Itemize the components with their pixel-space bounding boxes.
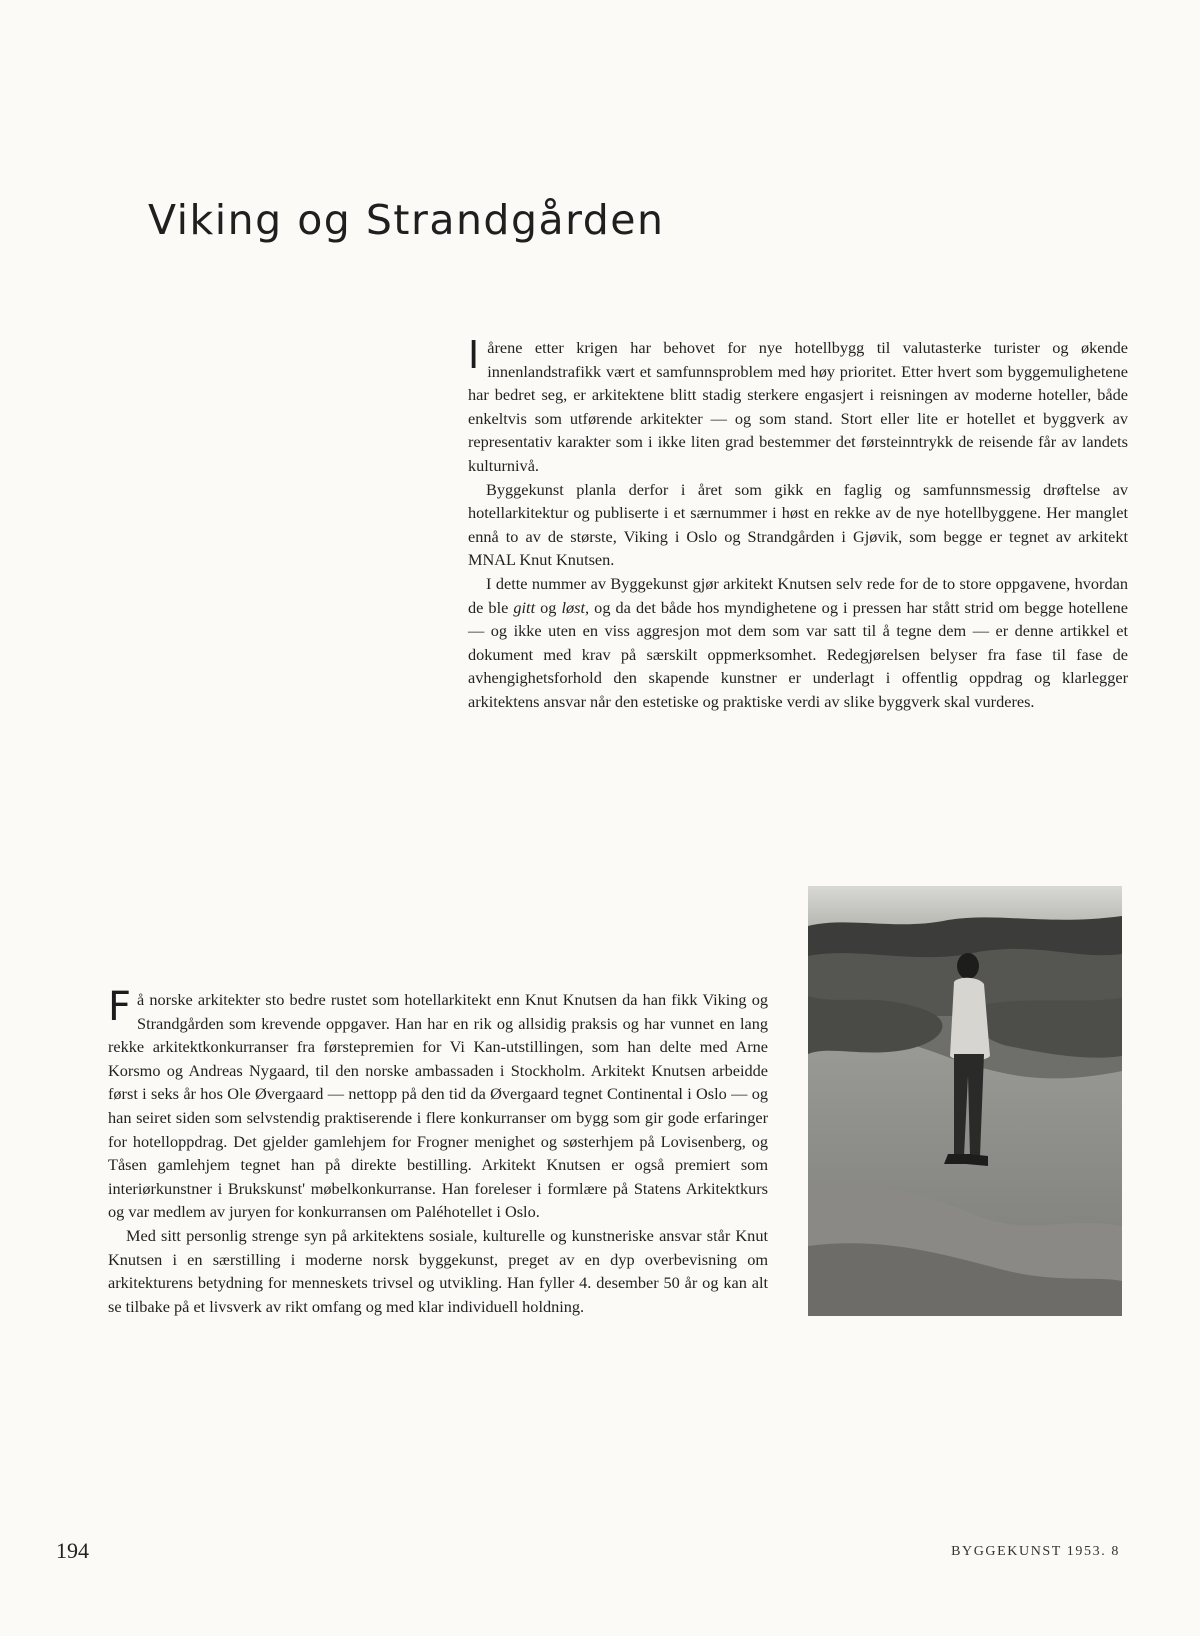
intro-text <box>468 333 1129 714</box>
bio-paragraph-2: Med sitt personlig strenge syn på arkitektens sosiale, kulturelle og kunstneriske ansvar står Knut Knutsen i en særstilling i moderne norsk byggekunst, preget av en dyp overbevisning om arkitekturens betydning for menneskets trivsel og utvikling. Han fyller 4. desember 50 år og kan alt se tilbake på et livsverk av rikt omfang og med klar individuell holdning. <box>108 1225 768 1316</box>
portrait-photo-image <box>808 886 1122 1316</box>
intro-dropcap: I <box>468 333 480 377</box>
portrait-photo <box>808 886 1122 1316</box>
bio-dropcap: F <box>108 984 132 1030</box>
bio-paragraph-1-text: å norske arkitekter sto bedre rustet som hotellarkitekt enn Knut Knutsen da han fikk Viking og Strandgården som krevende oppgaver. Han har en rik og allsidig praksis og har vunnet en lang rekke arkitektkonkurranser fra førstepremien for Vi Kan-utstillingen, som han delte med Arne Korsmo og Andreas Nygaard, til den norske ambassaden i Stockholm. Arkitekt Knutsen arbeidde først i seks år hos Ole Øvergaard — nettopp på den tid da Øvergaard tegnet Continental i Oslo — og han seiret siden som selvstendig praktiserende i flere konkurranser om bygg som gir gode erfaringer for hotelloppdrag. Det gjelder gamlehjem for Frogner menighet og søsterhjem på Lovisenberg, og Tåsen gamlehjem tegnet han på direkte bestilling. Arkitekt Knutsen er også premiert som interiørkunstner i Brukskunst' møbelkonkurranse. Han foreleser i formlære på Statens Arkitektkurs og var medlem av juryen for konkurransen om Paléhotellet i Oslo. <box>108 990 768 1222</box>
intro-paragraph-2: Byggekunst planla derfor i året som gikk en faglig og samfunnsmessig drøftelse av hotellarkitektur og publiserte i et særnummer i høst en rekke av de nye hotellbyggene. Her manglet ennå to av de største, Viking i Oslo og Strandgården i Gjøvik, som begge er tegnet av arkitekt MNAL Knut Knutsen. <box>468 479 1128 570</box>
intro-p3-lost: løst, <box>561 597 590 617</box>
page-number: 194 <box>56 1538 89 1563</box>
intro-paragraph-3 <box>468 572 1128 714</box>
intro-paragraph-1 <box>468 333 1128 478</box>
biography-text <box>108 984 768 1318</box>
running-footer: BYGGEKUNST 1953. 8 <box>951 1544 1120 1559</box>
intro-paragraph-1-text: årene etter krigen har behovet for nye hotellbygg til valutasterke turister og økende innenlandstrafikk vært et samfunnsproblem med høy prioritet. Etter hvert som byggemulighetene har bedret seg, er arkitektene blitt stadig sterkere engasjert i reisningen av moderne hoteller, både enkeltvis som utførende arkitekter — og som stand. Stort eller lite er hotellet et byggverk av representativ karakter som i ikke liten grad bestemmer det førsteinntrykk de reisende får av landets kulturnivå. <box>468 338 1128 475</box>
intro-p3-part-b: og da det både hos myndighetene og i pressen har stått strid om begge hotellene — og ikke uten en viss aggresjon mot dem som var satt til å tegne dem — er denne artikkel et dokument med krav på særskilt oppmerksomhet. Redegjørelsen belyser fra fase til fase de avhengighetsforhold den skapende kunstner er underlagt i offentlig oppdrag og klarlegger arkitektens ansvar når den estetiske og praktiske verdi av slike byggverk skal vurderes. <box>468 597 1129 711</box>
intro-p3-og: og <box>535 597 562 617</box>
article-title: Viking og Strandgården <box>148 196 665 244</box>
intro-p3-gitt: gitt <box>513 597 536 617</box>
bio-paragraph-1 <box>108 984 768 1224</box>
intro-p3-part-a: I dette nummer av Byggekunst gjør arkitekt Knutsen selv rede for de to store oppgavene, hvordan de ble <box>468 573 1128 617</box>
